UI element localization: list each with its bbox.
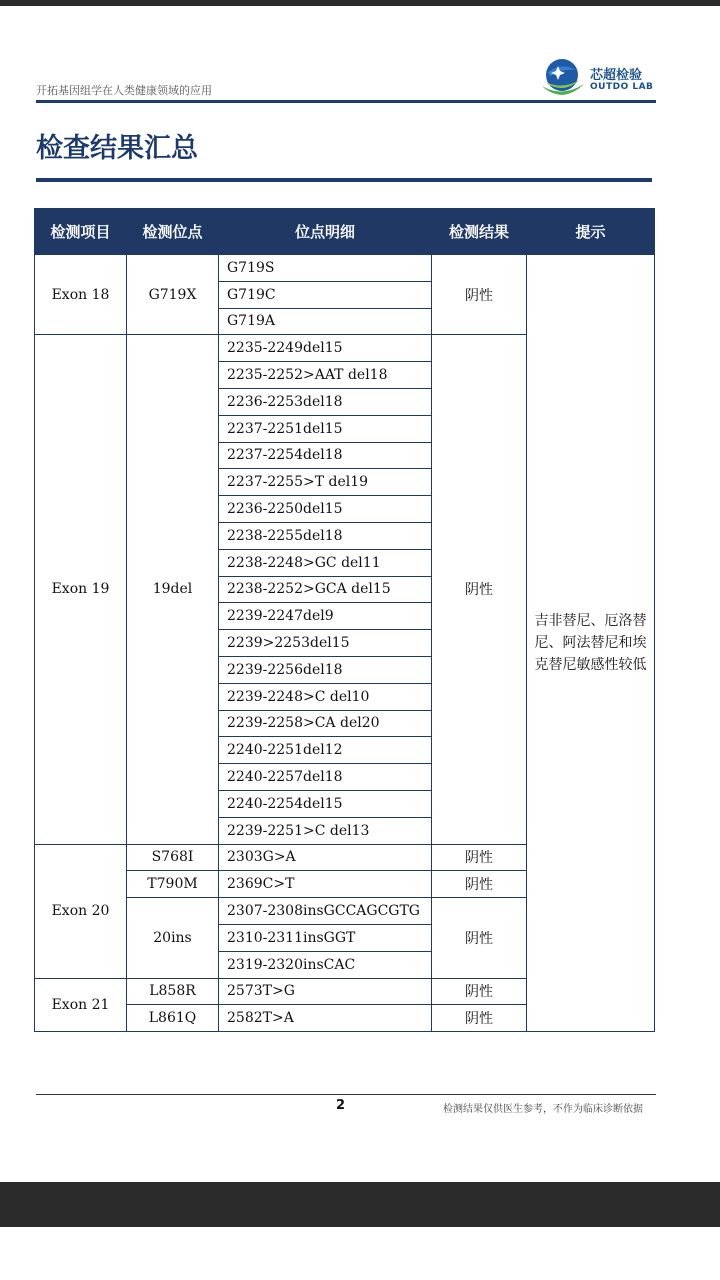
exon21-l858r-result: 阴性 — [432, 978, 527, 1005]
header-hint: 提示 — [527, 209, 655, 255]
detail-cell: 2236-2253del18 — [219, 388, 432, 415]
header-divider — [36, 100, 656, 103]
exon21-name: Exon 21 — [35, 978, 127, 1032]
detail-cell: 2369C>T — [219, 871, 432, 898]
page-number: 2 — [336, 1098, 346, 1113]
exon21-l861q-site: L861Q — [127, 1005, 219, 1032]
exon20-s768i-result: 阴性 — [432, 844, 527, 871]
detail-cell: 2240-2254del15 — [219, 790, 432, 817]
exon20-t790m-site: T790M — [127, 871, 219, 898]
logo-name: 芯超检验 — [590, 68, 643, 83]
globe-leaf-icon — [540, 58, 586, 98]
detail-cell: G719A — [219, 308, 432, 335]
results-table — [34, 208, 655, 1032]
exon21-l861q-result: 阴性 — [432, 1005, 527, 1032]
detail-cell: 2235-2252>AAT del18 — [219, 362, 432, 389]
exon20-ins-site: 20ins — [127, 898, 219, 978]
exon19-result: 阴性 — [432, 335, 527, 844]
detail-cell: 2237-2255>T del19 — [219, 469, 432, 496]
exon18-result: 阴性 — [432, 255, 527, 335]
detail-cell: G719S — [219, 255, 432, 282]
exon18-name: Exon 18 — [35, 255, 127, 335]
detail-cell: 2319-2320insCAC — [219, 951, 432, 978]
detail-cell: 2303G>A — [219, 844, 432, 871]
bottom-bar — [0, 1182, 720, 1227]
detail-cell: 2235-2249del15 — [219, 335, 432, 362]
detail-cell: 2237-2251del15 — [219, 415, 432, 442]
detail-cell: 2239-2258>CA del20 — [219, 710, 432, 737]
detail-cell: 2237-2254del18 — [219, 442, 432, 469]
exon20-ins-result: 阴性 — [432, 898, 527, 978]
footer-disclaimer: 检测结果仅供医生参考，不作为临床诊断依据 — [443, 1104, 643, 1115]
detail-cell: 2239-2256del18 — [219, 656, 432, 683]
detail-cell: 2310-2311insGGT — [219, 924, 432, 951]
hint-cell: 吉非替尼、厄洛替尼、阿法替尼和埃克替尼敏感性较低 — [527, 255, 655, 1032]
detail-cell: 2240-2257del18 — [219, 764, 432, 791]
exon19-site: 19del — [127, 335, 219, 844]
detail-cell: 2307-2308insGCCAGCGTG — [219, 898, 432, 925]
detail-cell: 2239-2251>C del13 — [219, 817, 432, 844]
detail-cell: 2238-2252>GCA del15 — [219, 576, 432, 603]
detail-cell: 2239>2253del15 — [219, 630, 432, 657]
footer-divider — [36, 1094, 656, 1095]
detail-cell: 2573T>G — [219, 978, 432, 1005]
exon20-s768i-site: S768I — [127, 844, 219, 871]
exon18-site: G719X — [127, 255, 219, 335]
table-row — [35, 255, 655, 282]
detail-cell: 2240-2251del12 — [219, 737, 432, 764]
exon21-l858r-site: L858R — [127, 978, 219, 1005]
detail-cell: 2238-2248>GC del11 — [219, 549, 432, 576]
exon19-name: Exon 19 — [35, 335, 127, 844]
detail-cell: 2582T>A — [219, 1005, 432, 1032]
detail-cell: 2236-2250del15 — [219, 496, 432, 523]
detail-cell: 2239-2247del9 — [219, 603, 432, 630]
page-title: 检查结果汇总 — [36, 133, 198, 164]
detail-cell: 2239-2248>C del10 — [219, 683, 432, 710]
detail-cell: G719C — [219, 281, 432, 308]
company-logo — [540, 58, 660, 98]
logo-subtitle: OUTDO LAB — [590, 82, 654, 92]
top-bar — [0, 0, 720, 6]
title-divider — [36, 178, 652, 182]
header-slogan: 开拓基因组学在人类健康领域的应用 — [36, 84, 212, 97]
exon20-t790m-result: 阴性 — [432, 871, 527, 898]
header-test-result: 检测结果 — [432, 209, 527, 255]
table-header-row — [35, 209, 655, 255]
exon20-name: Exon 20 — [35, 844, 127, 978]
header-test-item: 检测项目 — [35, 209, 127, 255]
header-test-site: 检测位点 — [127, 209, 219, 255]
header-site-detail: 位点明细 — [219, 209, 432, 255]
detail-cell: 2238-2255del18 — [219, 522, 432, 549]
